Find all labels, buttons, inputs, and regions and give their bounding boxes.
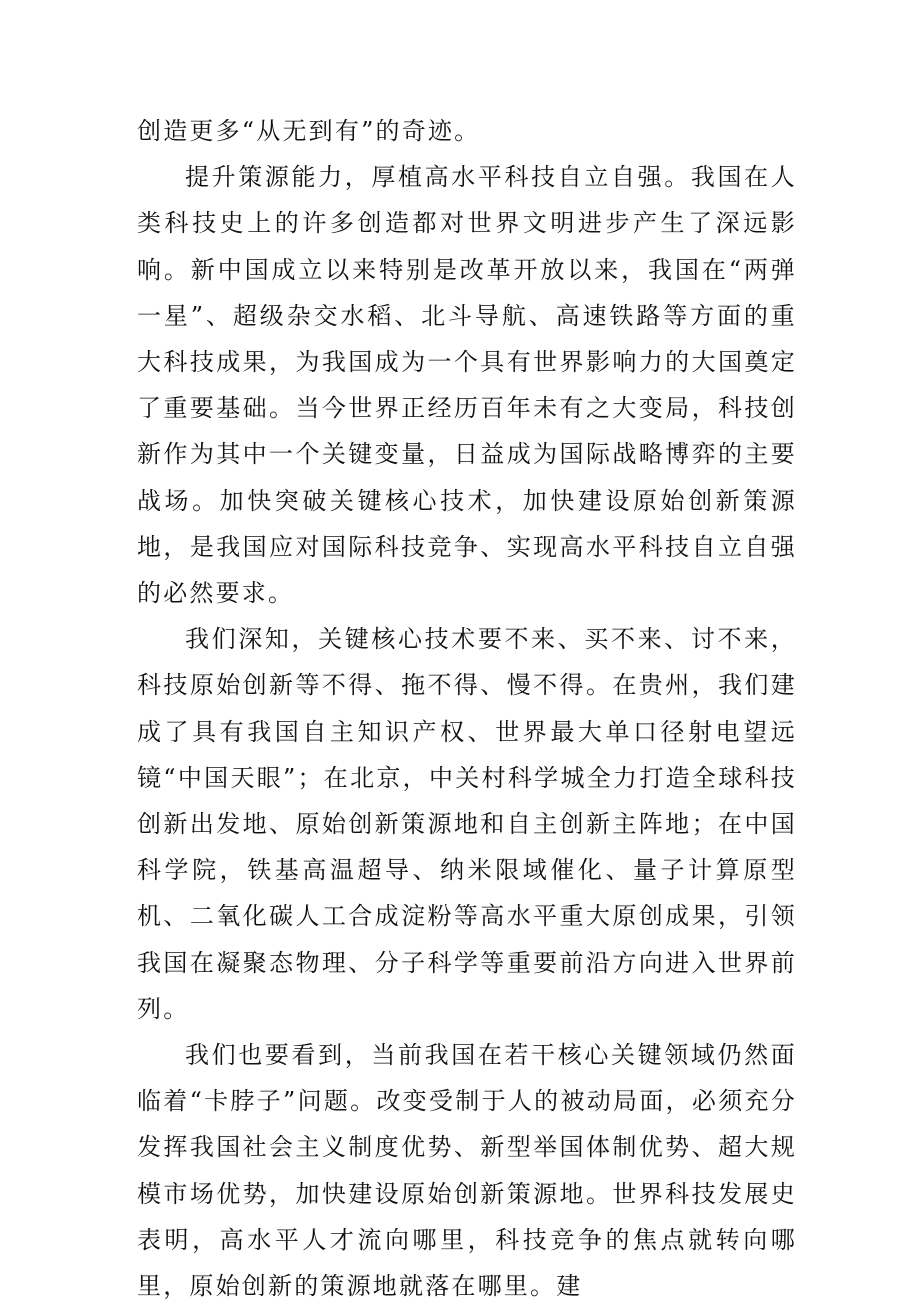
- paragraph-continuation: 创造更多“从无到有”的奇迹。: [137, 117, 481, 145]
- paragraph-core-technology: 我们深知，关键核心技术要不来、买不来、讨不来，科技原始创新等不得、拖不得、慢不得。在贵州，我们建成了具有我国自主知识产权、世界最大单口径射电望远镜“中国天眼”；在北京，中关村科学城全力打造全球科技创新出发地、原始创新策源地和自主创新主阵地；在中国科学院，铁基高温超导、纳米限域催化、量子计算原型机、二氧化碳人工合成淀粉等高水平重大原创成果，引领我国在凝聚态物理、分子科学等重要前沿方向进入世界前列。: [137, 625, 797, 1023]
- paragraph-strategic-source: 提升策源能力，厚植高水平科技自立自强。我国在人类科技史上的许多创造都对世界文明进步产生了深远影响。新中国成立以来特别是改革开放以来，我国在“两弹一星”、超级杂交水稻、北斗导航、高速铁路等方面的重大科技成果，为我国成为一个具有世界影响力的大国奠定了重要基础。当今世界正经历百年未有之大变局，科技创新作为其中一个关键变量，日益成为国际战略博弈的主要战场。加快突破关键核心技术，加快建设原始创新策源地，是我国应对国际科技竞争、实现高水平科技自立自强的必然要求。: [137, 163, 797, 608]
- document-body: [137, 108, 797, 1309]
- paragraph-bottleneck: 我们也要看到，当前我国在若干核心关键领域仍然面临着“卡脖子”问题。改变受制于人的被动局面，必须充分发挥我国社会主义制度优势、新型举国体制优势、超大规模市场优势，加快建设原始创新策源地。世界科技发展史表明，高水平人才流向哪里，科技竞争的焦点就转向哪里，原始创新的策源地就落在哪里。建: [137, 1041, 797, 1301]
